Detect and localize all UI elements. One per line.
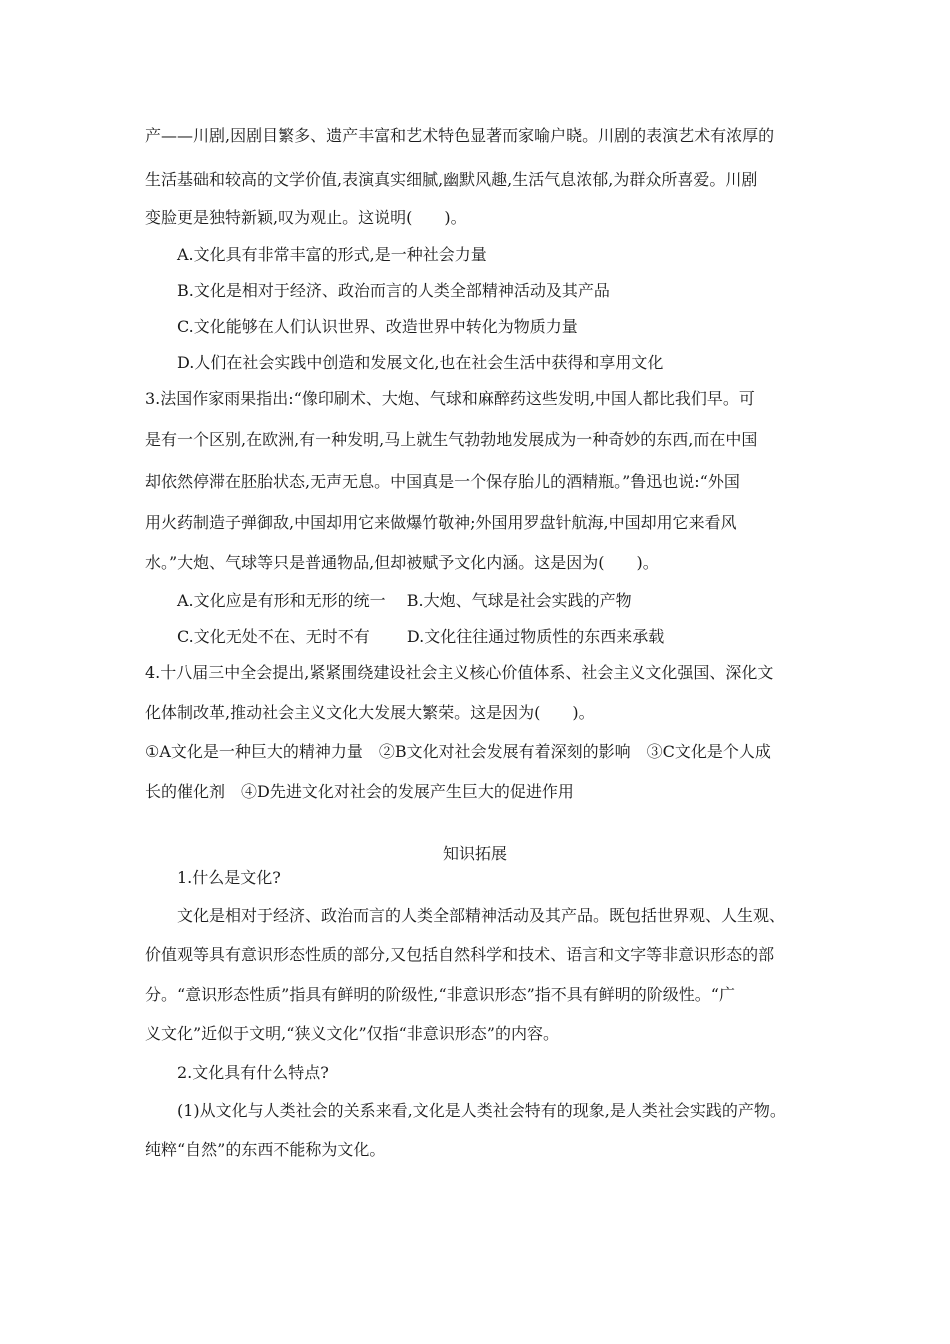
- knowledge-q1-text: 分。“意识形态性质”指具有鲜明的阶级性,“非意识形态”指不具有鲜明的阶级性。“广: [145, 985, 735, 1004]
- q4-text-line: 化体制改革,推动社会主义文化大发展大繁荣。这是因为( )。: [145, 703, 595, 722]
- q2-option-c: C.文化能够在人们认识世界、改造世界中转化为物质力量: [177, 317, 578, 336]
- q2-text-line: 生活基础和较高的文学价值,表演真实细腻,幽默风趣,生活气息浓郁,为群众所喜爱。川剧: [145, 170, 758, 189]
- knowledge-q1-text: 价值观等具有意识形态性质的部分,又包括自然科学和技术、语言和文字等非意识形态的部: [145, 945, 775, 964]
- knowledge-q2-heading: 2.文化具有什么特点?: [177, 1063, 329, 1082]
- section-title: 知识拓展: [442, 844, 507, 863]
- knowledge-q2-text: (1)从文化与人类社会的关系来看,文化是人类社会特有的现象,是人类社会实践的产物。: [177, 1101, 786, 1120]
- q4-options-line: 长的催化剂 ④D先进文化对社会的发展产生巨大的促进作用: [145, 782, 574, 801]
- q2-text-line: 变脸更是独特新颖,叹为观止。这说明( )。: [145, 208, 467, 227]
- q3-text-line: 水。”大炮、气球等只是普通物品,但却被赋予文化内涵。这是因为( )。: [145, 553, 659, 572]
- q2-option-b: B.文化是相对于经济、政治而言的人类全部精神活动及其产品: [177, 281, 610, 300]
- q3-text-line: 是有一个区别,在欧洲,有一种发明,马上就生气勃勃地发展成为一种奇妙的东西,而在中国: [145, 430, 758, 449]
- q2-text-line: 产——川剧,因剧目繁多、遗产丰富和艺术特色显著而家喻户晓。川剧的表演艺术有浓厚的: [145, 126, 775, 145]
- knowledge-q2-text: 纯粹“自然”的东西不能称为文化。: [145, 1140, 386, 1159]
- q2-option-a: A.文化具有非常丰富的形式,是一种社会力量: [177, 245, 487, 264]
- knowledge-q1-text: 义文化”近似于文明,“狭义文化”仅指“非意识形态”的内容。: [145, 1024, 559, 1043]
- q4-options-line: ①A文化是一种巨大的精神力量 ②B文化对社会发展有着深刻的影响 ③C文化是个人成: [145, 742, 771, 761]
- q3-text-line: 3.法国作家雨果指出:“像印刷术、大炮、气球和麻醉药这些发明,中国人都比我们早。可: [145, 389, 755, 408]
- q4-text-line: 4.十八届三中全会提出,紧紧围绕建设社会主义核心价值体系、社会主义文化强国、深化文: [145, 663, 774, 682]
- q3-options-ab: A.文化应是有形和无形的统一 B.大炮、气球是社会实践的产物: [177, 591, 632, 610]
- q3-text-line: 用火药制造子弹御敌,中国却用它来做爆竹敬神;外国用罗盘针航海,中国却用它来看风: [145, 513, 737, 532]
- knowledge-q1-text: 文化是相对于经济、政治而言的人类全部精神活动及其产品。既包括世界观、人生观、: [177, 906, 786, 925]
- q3-options-cd: C.文化无处不在、无时不有 D.文化往往通过物质性的东西来承载: [177, 627, 665, 646]
- knowledge-q1-heading: 1.什么是文化?: [177, 868, 281, 887]
- q3-text-line: 却依然停滞在胚胎状态,无声无息。中国真是一个保存胎儿的酒精瓶。”鲁迅也说:“外国: [145, 472, 740, 491]
- q2-option-d: D.人们在社会实践中创造和发展文化,也在社会生活中获得和享用文化: [177, 353, 664, 372]
